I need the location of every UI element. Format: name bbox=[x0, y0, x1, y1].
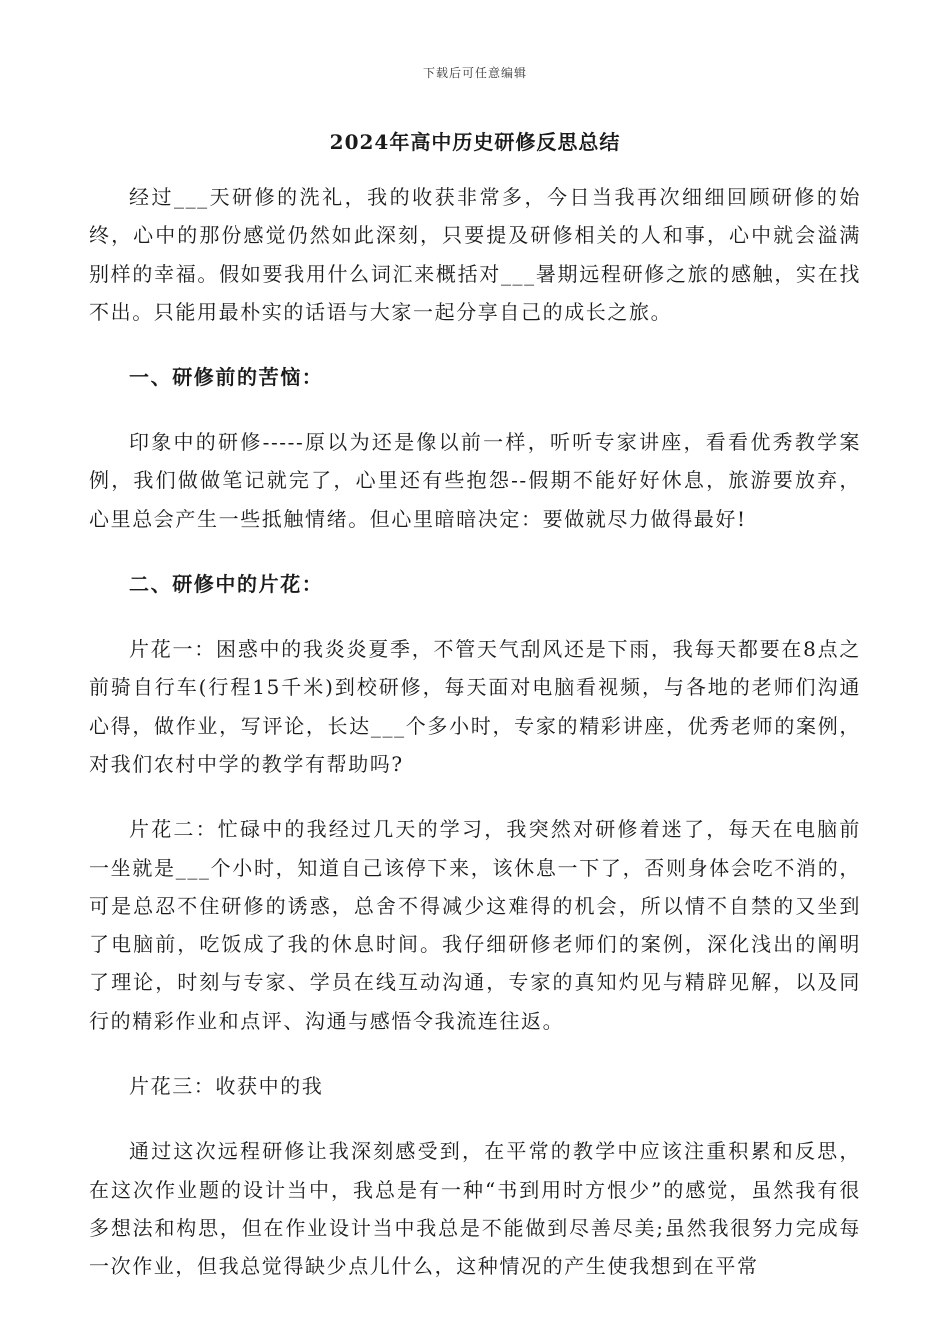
document-body bbox=[89, 178, 861, 1286]
header-note: 下载后可任意编辑 bbox=[422, 66, 527, 80]
paragraph-before-training: 印象中的研修-----原以为还是像以前一样，听听专家讲座，看看优秀教学案例，我们做做笔记就完了，心里还有些抱怨--假期不能好好休息，旅游要放弃，心里总会产生一些抵触情绪。但心里暗暗决定：要做就尽力做得最好! bbox=[89, 430, 861, 531]
paragraph-highlight-1: 片花一：困惑中的我炎炎夏季，不管天气刮风还是下雨，我每天都要在8点之前骑自行车(行程15千米)到校研修，每天面对电脑看视频，与各地的老师们沟通心得，做作业，写评论，长达___个多小时，专家的精彩讲座，优秀老师的案例，对我们农村中学的教学有帮助吗? bbox=[89, 637, 861, 776]
section-heading-1: 一、研修前的苦恼： bbox=[129, 365, 324, 390]
paragraph-intro: 经过___天研修的洗礼，我的收获非常多，今日当我再次细细回顾研修的始终，心中的那份感觉仍然如此深刻，只要提及研修相关的人和事，心中就会溢满别样的幸福。假如要我用什么词汇来概括对___暑期远程研修之旅的感触，实在找不出。只能用最朴实的话语与大家一起分享自己的成长之旅。 bbox=[89, 185, 861, 324]
paragraph-reflection: 通过这次远程研修让我深刻感受到，在平常的教学中应该注重积累和反思，在这次作业题的设计当中，我总是有一种“书到用时方恨少”的感觉，虽然我有很多想法和构思，但在作业设计当中我总是不能做到尽善尽美;虽然我很努力完成每一次作业，但我总觉得缺少点儿什么，这种情况的产生使我想到在平常 bbox=[89, 1139, 861, 1279]
paragraph-highlight-2: 片花二：忙碌中的我经过几天的学习，我突然对研修着迷了，每天在电脑前一坐就是___个小时，知道自己该停下来，该休息一下了，否则身体会吃不消的，可是总忍不住研修的诱惑，总舍不得减少这难得的机会，所以情不自禁的又坐到了电脑前，吃饭成了我的休息时间。我仔细研修老师们的案例，深化浅出的阐明了理论，时刻与专家、学员在线互动沟通，专家的真知灼见与精辟见解，以及同行的精彩作业和点评、沟通与感悟令我流连往返。 bbox=[89, 817, 861, 1033]
paragraph-highlight-3-title: 片花三：收获中的我 bbox=[129, 1074, 324, 1099]
section-heading-2: 二、研修中的片花： bbox=[129, 572, 324, 597]
document-title: 2024年高中历史研修反思总结 bbox=[329, 130, 621, 154]
